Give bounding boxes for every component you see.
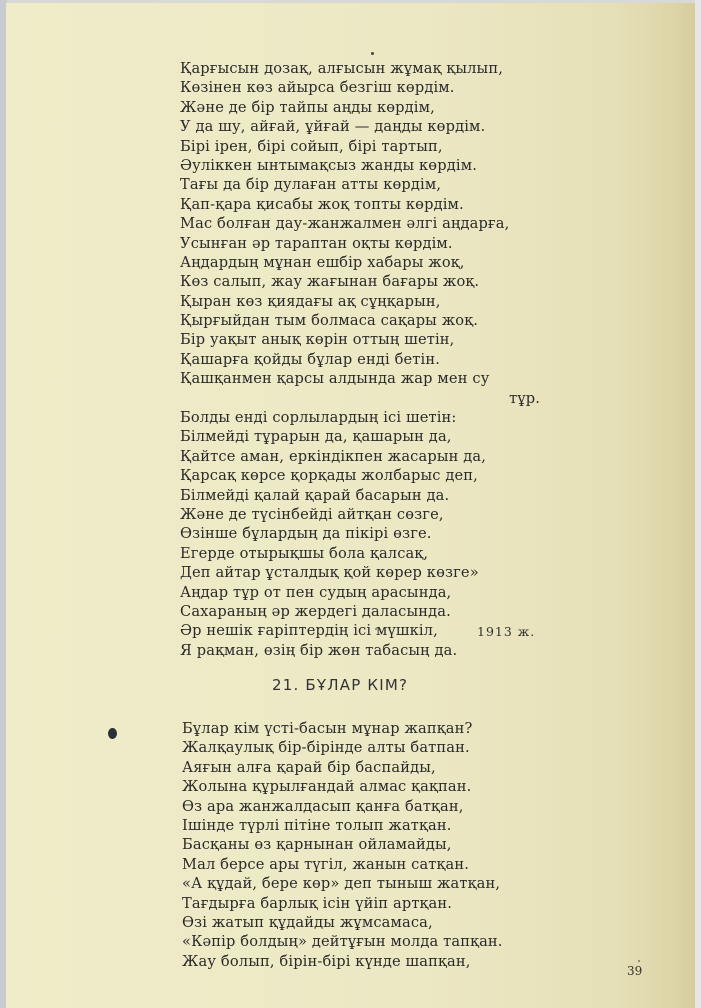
poem-line: Қап-қара қисабы жоқ топты көрдім. — [180, 195, 464, 213]
poem-line: Білмейді қалай қарай басарын да. — [180, 486, 450, 504]
poem-line: Өзінше бұлардың да пікірі өзге. — [180, 525, 432, 543]
poem-line: Болды енді сорлылардың ісі шетін: — [180, 409, 457, 427]
poem-title: 21. БҰЛАР КІМ? — [272, 676, 409, 694]
poem-line: Мал берсе ары түгіл, жанын сатқан. — [182, 855, 470, 873]
poem-continuation — [180, 59, 540, 660]
poem-line: Өз ара жанжалдасып қанға батқан, — [182, 797, 464, 815]
poem-line-overflow: тұр. — [509, 389, 540, 407]
poem-line: Басқаны өз қарнынан ойламайды, — [182, 836, 452, 854]
poem-line: Және де түсінбейді айтқан сөзге, — [180, 505, 444, 523]
ink-blot — [108, 728, 117, 739]
poem-line: Я рақман, өзің бір жөн табасың да. — [180, 641, 458, 659]
poem-line: Қайтсе аман, еркіндікпен жасарын да, — [180, 447, 487, 465]
poem-line: Көз салып, жау жағынан бағары жоқ. — [180, 273, 480, 291]
poem-line: Жолына құрылғандай алмас қақпан. — [182, 778, 472, 796]
poem-line: Усынған әр тараптан оқты көрдім. — [180, 234, 453, 252]
print-speck — [371, 52, 374, 55]
poem-line: Көзінен көз айырса безгіш көрдім. — [180, 79, 455, 97]
poem-date: 1913 ж. — [477, 624, 536, 639]
poem-line: Және де бір тайпы аңды көрдім, — [180, 98, 435, 116]
poem-line: Білмейді тұрарын да, қашарын да, — [180, 428, 452, 446]
page-number: 39 — [627, 964, 643, 978]
poem-line: Мас болған дау-жанжалмен әлгі аңдарға, — [180, 215, 510, 233]
poem-line: Егерде отырықшы бола қалсақ, — [180, 544, 429, 562]
poem-line: Аңдар тұр от пен судың арасында, — [180, 583, 452, 601]
poem-line: У да шу, айғай, ұйғай — даңды көрдім. — [180, 118, 486, 136]
poem-line: Әр нешік ғаріптердің ісі мүшкіл, — [180, 622, 438, 640]
poem-line: Қырғыйдан тым болмаса сақары жоқ. — [180, 312, 479, 330]
poem-line: Аңдардың мұнан ешбір хабары жоқ, — [180, 253, 465, 271]
poem-line: Деп айтар ұсталдық қой көрер көзге» — [180, 564, 479, 582]
print-speck — [638, 960, 640, 962]
scan-right-edge — [695, 0, 701, 1008]
poem-line: Аяғын алға қарай бір баспайды, — [182, 758, 436, 776]
poem-line: «А құдай, бере көр» деп тыныш жатқан, — [182, 875, 501, 893]
poem-line: Қарғысын дозақ, алғысын жұмақ қылып, — [180, 60, 503, 77]
poem-line: Сахараның әр жердегі даласында. — [180, 602, 451, 620]
poem-line: Жалқаулық бір-бірінде алты батпан. — [182, 739, 470, 757]
poem-line: Бұлар кім үсті-басын мұнар жапқан? — [182, 720, 473, 737]
poem-line: Қыран көз қиядағы ақ сұңқарын, — [180, 292, 441, 310]
poem-line: Өзі жатып құдайды жұмсамаса, — [182, 913, 433, 931]
poem-line: «Кәпір болдың» дейтұғын молда тапқан. — [182, 933, 503, 951]
poem-line: Бірі ірен, бірі сойып, бірі тартып, — [180, 137, 443, 155]
poem-line: Қашарға қойды бұлар енді бетін. — [180, 350, 440, 368]
poem-line: Тағы да бір дулаған атты көрдім, — [180, 176, 442, 194]
poem-line: Тағдырға барлық ісін үйіп артқан. — [182, 894, 453, 912]
poem-line: Жау болып, бірін-бірі күнде шапқан, — [182, 952, 471, 970]
poem-line: Бір уақыт анық көрін оттың шетін, — [180, 331, 455, 349]
poem-line: Қашқанмен қарсы алдында жар мен су — [180, 370, 490, 388]
next-poem — [182, 719, 542, 971]
poem-line: Әуліккен ынтымақсыз жанды көрдім. — [180, 156, 477, 174]
poem-line: Ішінде түрлі пітіне толып жатқан. — [182, 816, 452, 834]
poem-line: Қарсақ көрсе қорқады жолбарыс деп, — [180, 467, 478, 485]
